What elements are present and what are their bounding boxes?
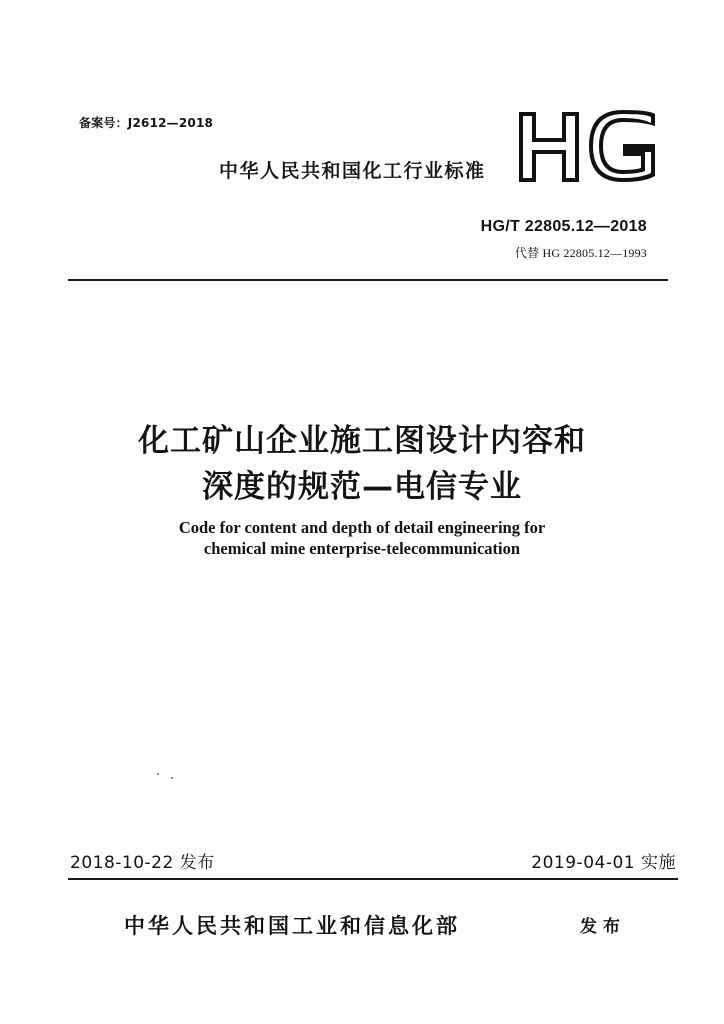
hg-logo — [519, 110, 659, 182]
standard-classification: 中华人民共和国化工行业标准 — [219, 160, 486, 182]
replaces-standard: 代替 HG 22805.12—1993 — [514, 246, 647, 260]
record-number: 备案号：J2612—2018 — [79, 116, 214, 130]
english-title-line-2: chemical mine enterprise-telecommunication — [203, 539, 521, 558]
bottom-divider — [68, 878, 678, 880]
english-title-line-1: Code for content and depth of detail engineering for — [178, 518, 546, 537]
chinese-title-line-2: 深度的规范—电信专业 — [202, 469, 522, 505]
hg-logo-letter-h — [519, 112, 579, 182]
english-title — [40, 517, 684, 559]
issuing-authority: 中华人民共和国工业和信息化部 — [124, 914, 460, 938]
chinese-title — [40, 418, 684, 510]
hg-logo-letter-g — [589, 110, 655, 182]
issue-label: 发布 — [580, 917, 626, 937]
scan-speck — [171, 777, 173, 779]
top-divider — [68, 279, 668, 281]
implementation-date: 2019-04-01 实施 — [531, 853, 676, 873]
scan-speck — [157, 773, 159, 775]
issue-date: 2018-10-22 发布 — [70, 853, 215, 873]
standard-number: HG/T 22805.12—2018 — [480, 218, 647, 235]
chinese-title-line-1: 化工矿山企业施工图设计内容和 — [138, 423, 586, 459]
